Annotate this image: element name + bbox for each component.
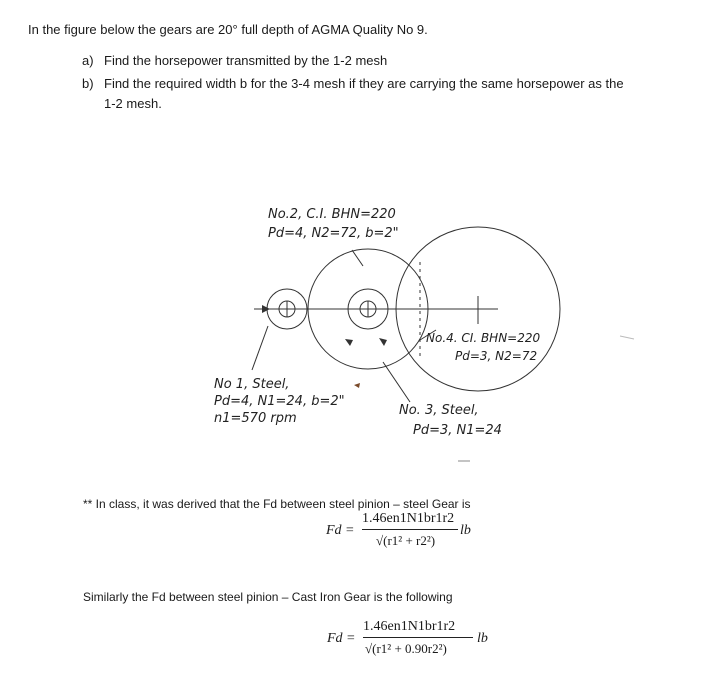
gear-2-label-line1: No.2, C.I. BHN=220	[268, 207, 396, 222]
formula-steel-steel	[326, 511, 506, 555]
formula-2-numerator: 1.46en1N1br1r2	[363, 619, 456, 634]
formula-2-denominator: √(r1² + 0.90r2²)	[365, 641, 447, 656]
formula-1-unit: lb	[460, 523, 471, 538]
formula-1-fraction-bar	[362, 529, 458, 530]
formula-1-numerator: 1.46en1N1br1r2	[362, 511, 455, 526]
gear-3-label-line1: No. 3, Steel,	[399, 403, 479, 418]
intro-text: In the figure below the gears are 20° full depth of AGMA Quality No 9.	[28, 22, 428, 37]
question-b-marker: b)	[82, 76, 94, 91]
gear-2-label-line2: Pd=4, N2=72, b=2"	[268, 226, 399, 241]
gear-4-label-line1: No.4. CI. BHN=220	[426, 331, 541, 345]
gear-3-label-line2: Pd=3, N1=24	[413, 423, 502, 438]
gear-1-label-line2: Pd=4, N1=24, b=2"	[214, 394, 345, 409]
formula-steel-cast-iron	[327, 619, 527, 665]
formula-2-lhs: Fd =	[327, 631, 356, 646]
formula-2-unit: lb	[477, 631, 488, 646]
question-b-text: Find the required width b for the 3-4 mesh if they are carrying the same horsepower as the	[104, 76, 624, 91]
formula-2-fraction-bar	[363, 637, 473, 638]
formula-1-lhs: Fd =	[326, 523, 355, 538]
note-steel-cast-iron: Similarly the Fd between steel pinion – Cast Iron Gear is the following	[83, 590, 453, 604]
question-b-continued: 1-2 mesh.	[104, 96, 162, 111]
formula-1-denominator: √(r1² + r2²)	[376, 533, 436, 548]
gear-1-label-line1: No 1, Steel,	[214, 377, 290, 392]
note-steel-steel: ** In class, it was derived that the Fd between steel pinion – steel Gear is	[83, 497, 471, 511]
gear-4-label-line2: Pd=3, N2=72	[455, 349, 538, 363]
question-a-text: Find the horsepower transmitted by the 1-2 mesh	[104, 53, 388, 68]
gear-1-label-line3: n1=570 rpm	[214, 411, 297, 426]
question-a-marker: a)	[82, 53, 94, 68]
